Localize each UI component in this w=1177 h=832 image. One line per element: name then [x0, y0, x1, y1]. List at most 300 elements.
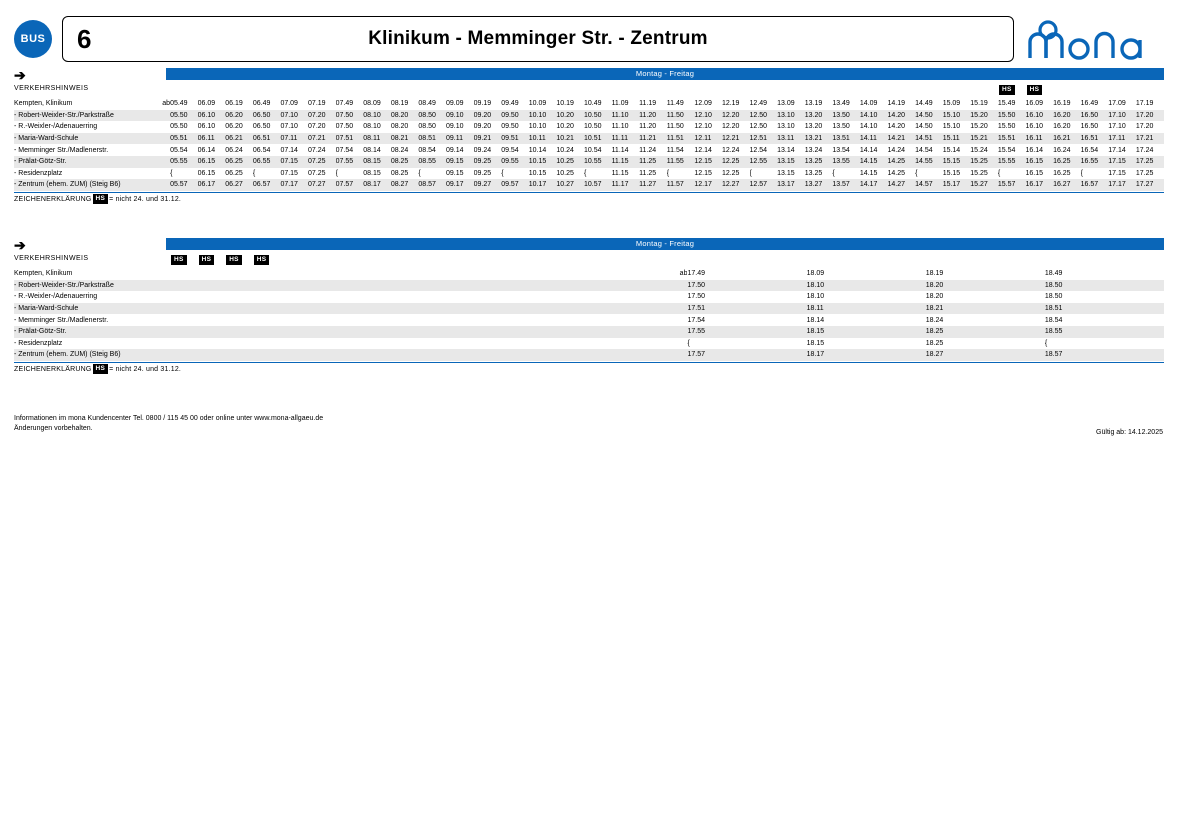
- departure-time: 14.11: [860, 133, 888, 145]
- departure-time: 11.50: [667, 121, 695, 133]
- departure-time: 15.15: [943, 168, 971, 180]
- departure-time: 07.11: [280, 133, 308, 145]
- departure-time: 13.17: [777, 179, 805, 191]
- departure-time: 18.55: [1045, 326, 1164, 338]
- departure-time: 13.50: [832, 121, 860, 133]
- departure-time: 13.14: [777, 144, 805, 156]
- departure-time: 16.49: [1081, 98, 1109, 110]
- departure-time: 13.27: [805, 179, 833, 191]
- departure-time: {: [170, 168, 198, 180]
- departure-time: 16.51: [1081, 133, 1109, 145]
- departure-time: 16.17: [1025, 179, 1053, 191]
- validity-note: Gültig ab: 14.12.2025: [1096, 429, 1163, 436]
- departure-time: 07.10: [280, 110, 308, 122]
- departure-time: 05.55: [170, 156, 198, 168]
- departure-time: 05.57: [170, 179, 198, 191]
- departure-label: [154, 168, 170, 180]
- departure-time: 18.11: [807, 303, 926, 315]
- departure-time: 12.20: [722, 110, 750, 122]
- hs-icon: HS: [999, 85, 1015, 95]
- departure-time: 15.50: [998, 110, 1026, 122]
- legend-text-1: = nicht 24. und 31.12.: [109, 195, 182, 203]
- departure-time: 16.57: [1081, 179, 1109, 191]
- departure-time: 13.10: [777, 121, 805, 133]
- departure-time: 09.49: [501, 98, 529, 110]
- departure-time: 06.27: [225, 179, 253, 191]
- departure-time: 15.25: [970, 156, 998, 168]
- departure-time: {: [667, 168, 695, 180]
- departure-time: 14.19: [888, 98, 916, 110]
- departure-time: 13.19: [805, 98, 833, 110]
- departure-time: 09.09: [446, 98, 474, 110]
- departure-time: 14.54: [915, 144, 943, 156]
- departure-time: 12.15: [694, 156, 722, 168]
- departure-time: 08.25: [391, 156, 419, 168]
- departure-time: 07.20: [308, 121, 336, 133]
- departure-time: 13.11: [777, 133, 805, 145]
- departure-time: 15.20: [970, 121, 998, 133]
- departure-time: 14.15: [860, 168, 888, 180]
- departure-time: 10.54: [584, 144, 612, 156]
- departure-time: 08.20: [391, 121, 419, 133]
- departure-time: {: [418, 168, 446, 180]
- departure-time: 09.50: [501, 110, 529, 122]
- direction-row-1: [14, 68, 1164, 82]
- departure-time: 17.54: [687, 314, 806, 326]
- departure-time: 11.55: [667, 156, 695, 168]
- table-row: [14, 121, 1164, 133]
- table-row: [14, 110, 1164, 122]
- departure-time: 16.14: [1025, 144, 1053, 156]
- departure-time: {: [584, 168, 612, 180]
- departure-time: 16.24: [1053, 144, 1081, 156]
- legend-text-2: = nicht 24. und 31.12.: [109, 365, 182, 373]
- stop-name: - Maria-Ward-Schule: [14, 303, 618, 315]
- departure-time: 15.15: [943, 156, 971, 168]
- departure-time: 13.21: [805, 133, 833, 145]
- departure-time: {: [1045, 338, 1164, 350]
- legend-1: [14, 194, 181, 204]
- departure-time: 14.21: [888, 133, 916, 145]
- departure-time: 11.10: [612, 121, 640, 133]
- departure-time: 15.50: [998, 121, 1026, 133]
- departure-time: 10.49: [584, 98, 612, 110]
- footer-info-line1: Informationen im mona Kundencenter Tel. 0800 / 115 45 00 oder online unter www.mona-allgaeu.de: [14, 415, 324, 422]
- departure-time: 09.19: [474, 98, 502, 110]
- departure-time: 14.50: [915, 110, 943, 122]
- departure-time: 06.54: [253, 144, 281, 156]
- departure-time: 11.20: [639, 110, 667, 122]
- hs-badge-row-2: [14, 253, 1164, 265]
- departure-time: 07.15: [280, 168, 308, 180]
- departure-time: 09.21: [474, 133, 502, 145]
- departure-time: {: [750, 168, 778, 180]
- divider-2: [14, 362, 1164, 363]
- departure-time: 15.51: [998, 133, 1026, 145]
- departure-time: 09.10: [446, 121, 474, 133]
- departure-time: 13.15: [777, 168, 805, 180]
- stop-name: - Residenzplatz: [14, 168, 154, 180]
- departure-time: 06.55: [253, 156, 281, 168]
- divider-1: [14, 192, 1164, 193]
- departure-time: 05.50: [170, 110, 198, 122]
- departure-time: 14.10: [860, 110, 888, 122]
- stop-name: - Memminger Str./Madlenerstr.: [14, 144, 154, 156]
- departure-time: 18.50: [1045, 280, 1164, 292]
- departure-time: 06.10: [198, 121, 226, 133]
- departure-time: 15.24: [970, 144, 998, 156]
- departure-time: 18.20: [926, 280, 1045, 292]
- departure-time: 11.25: [639, 168, 667, 180]
- departure-time: 10.10: [529, 110, 557, 122]
- departure-time: 12.21: [722, 133, 750, 145]
- departure-time: 06.25: [225, 156, 253, 168]
- departure-time: 17.25: [1136, 156, 1164, 168]
- table-row: [14, 144, 1164, 156]
- departure-time: 14.50: [915, 121, 943, 133]
- departure-time: 09.51: [501, 133, 529, 145]
- departure-time: 07.20: [308, 110, 336, 122]
- departure-time: 18.14: [807, 314, 926, 326]
- departure-time: 11.27: [639, 179, 667, 191]
- departure-time: 08.25: [391, 168, 419, 180]
- departure-time: 14.09: [860, 98, 888, 110]
- departure-time: 11.20: [639, 121, 667, 133]
- departure-label: [154, 121, 170, 133]
- departure-time: 16.25: [1053, 168, 1081, 180]
- traffic-note-row-1: [14, 82, 1164, 98]
- departure-time: 13.15: [777, 156, 805, 168]
- departure-time: 11.25: [639, 156, 667, 168]
- departure-time: 18.25: [926, 326, 1045, 338]
- departure-time: {: [501, 168, 529, 180]
- departure-time: 05.54: [170, 144, 198, 156]
- departure-time: 11.15: [612, 156, 640, 168]
- departure-time: 07.50: [336, 110, 364, 122]
- departure-time: {: [687, 338, 806, 350]
- departure-time: 11.10: [612, 110, 640, 122]
- departure-time: 09.20: [474, 110, 502, 122]
- departure-time: 11.54: [667, 144, 695, 156]
- departure-time: 14.15: [860, 156, 888, 168]
- departure-time: 08.55: [418, 156, 446, 168]
- departure-time: 17.50: [687, 291, 806, 303]
- departure-time: 06.51: [253, 133, 281, 145]
- departure-time: 14.57: [915, 179, 943, 191]
- table-row: [14, 156, 1164, 168]
- departure-time: 10.21: [556, 133, 584, 145]
- bus-icon: BUS: [14, 20, 52, 58]
- departure-time: 06.49: [253, 98, 281, 110]
- departure-time: 06.14: [198, 144, 226, 156]
- stop-name: - Memminger Str./Madlenerstr.: [14, 314, 618, 326]
- departure-time: 13.55: [832, 156, 860, 168]
- departure-time: 10.57: [584, 179, 612, 191]
- departure-time: 07.57: [336, 179, 364, 191]
- departure-time: 17.20: [1136, 121, 1164, 133]
- departure-time: 10.20: [556, 110, 584, 122]
- departure-label: [154, 156, 170, 168]
- departure-time: 10.10: [529, 121, 557, 133]
- departure-time: 12.19: [722, 98, 750, 110]
- departure-time: 07.10: [280, 121, 308, 133]
- departure-time: 16.27: [1053, 179, 1081, 191]
- departure-time: 11.11: [612, 133, 640, 145]
- traffic-note-row-2: [14, 252, 1164, 268]
- departure-time: 13.50: [832, 110, 860, 122]
- departure-time: 09.25: [474, 168, 502, 180]
- departure-time: 09.55: [501, 156, 529, 168]
- line-number: 6: [77, 23, 92, 54]
- stop-name: - Robert-Weixler-Str./Parkstraße: [14, 110, 154, 122]
- departure-time: 16.55: [1081, 156, 1109, 168]
- departure-time: 17.55: [687, 326, 806, 338]
- departure-time: 08.11: [363, 133, 391, 145]
- departure-time: 17.15: [1108, 168, 1136, 180]
- departure-time: {: [336, 168, 364, 180]
- departure-time: 18.21: [926, 303, 1045, 315]
- departure-time: 06.50: [253, 121, 281, 133]
- departure-time: {: [832, 168, 860, 180]
- departure-time: 12.25: [722, 156, 750, 168]
- departure-time: 12.15: [694, 168, 722, 180]
- mona-logo: [1026, 18, 1176, 60]
- departure-label: [618, 291, 687, 303]
- departure-time: 10.09: [529, 98, 557, 110]
- departure-time: 17.27: [1136, 179, 1164, 191]
- departure-time: 06.10: [198, 110, 226, 122]
- departure-time: {: [915, 168, 943, 180]
- departure-time: 12.54: [750, 144, 778, 156]
- hs-icon: HS: [1027, 85, 1043, 95]
- departure-time: 10.55: [584, 156, 612, 168]
- departure-time: 14.51: [915, 133, 943, 145]
- departure-time: 06.11: [198, 133, 226, 145]
- departure-time: 10.14: [529, 144, 557, 156]
- direction-arrow-icon: ➔: [14, 67, 26, 83]
- departure-time: 07.54: [336, 144, 364, 156]
- departure-label: [618, 314, 687, 326]
- departure-time: 15.11: [943, 133, 971, 145]
- departure-time: 16.50: [1081, 110, 1109, 122]
- stop-name: Kempten, Klinikum: [14, 98, 154, 110]
- departure-time: 08.10: [363, 110, 391, 122]
- departure-time: 16.21: [1053, 133, 1081, 145]
- departure-time: 17.17: [1108, 179, 1136, 191]
- departure-time: 12.11: [694, 133, 722, 145]
- departure-time: 17.20: [1136, 110, 1164, 122]
- stop-name: - Prälat-Götz-Str.: [14, 326, 618, 338]
- departure-time: 10.25: [556, 168, 584, 180]
- direction-arrow-icon-2: ➔: [14, 237, 26, 253]
- departure-time: 12.27: [722, 179, 750, 191]
- legend-prefix-1: ZEICHENERKLÄRUNG: [14, 195, 92, 203]
- stop-name: Kempten, Klinikum: [14, 268, 618, 280]
- departure-time: 07.17: [280, 179, 308, 191]
- departure-time: 12.25: [722, 168, 750, 180]
- departure-time: 08.10: [363, 121, 391, 133]
- departure-time: 07.21: [308, 133, 336, 145]
- departure-label: [618, 280, 687, 292]
- departure-time: 07.50: [336, 121, 364, 133]
- departure-time: 10.15: [529, 156, 557, 168]
- departure-time: 07.25: [308, 168, 336, 180]
- departure-time: 06.19: [225, 98, 253, 110]
- stop-name: - R.-Weixler-/Adenauerring: [14, 291, 618, 303]
- departure-time: 17.50: [687, 280, 806, 292]
- timetable-block-morning: [14, 68, 1164, 203]
- departure-time: 06.50: [253, 110, 281, 122]
- departure-time: 12.50: [750, 110, 778, 122]
- departure-time: 12.10: [694, 121, 722, 133]
- departure-time: 16.20: [1053, 110, 1081, 122]
- departure-time: 17.14: [1108, 144, 1136, 156]
- departure-time: 11.24: [639, 144, 667, 156]
- departure-time: 13.20: [805, 110, 833, 122]
- departure-label: ab: [618, 268, 687, 280]
- table-row: [14, 338, 1164, 350]
- departure-time: 17.24: [1136, 144, 1164, 156]
- departure-time: 10.11: [529, 133, 557, 145]
- departure-time: 09.17: [446, 179, 474, 191]
- departure-time: 11.21: [639, 133, 667, 145]
- departure-time: 15.27: [970, 179, 998, 191]
- timetable-table-1: [14, 98, 1164, 191]
- traffic-note-label-1: VERKEHRSHINWEIS: [14, 85, 89, 92]
- departure-time: 06.09: [198, 98, 226, 110]
- departure-time: 08.14: [363, 144, 391, 156]
- departure-time: {: [253, 168, 281, 180]
- departure-time: 09.24: [474, 144, 502, 156]
- departure-time: 11.15: [612, 168, 640, 180]
- hs-icon: HS: [199, 255, 215, 265]
- departure-time: 12.57: [750, 179, 778, 191]
- departure-time: 14.27: [888, 179, 916, 191]
- departure-time: 17.10: [1108, 110, 1136, 122]
- departure-time: 17.10: [1108, 121, 1136, 133]
- departure-time: 09.50: [501, 121, 529, 133]
- departure-time: 18.20: [926, 291, 1045, 303]
- departure-label: [154, 133, 170, 145]
- departure-time: 15.57: [998, 179, 1026, 191]
- departure-time: 11.09: [612, 98, 640, 110]
- departure-time: 12.20: [722, 121, 750, 133]
- departure-time: 13.54: [832, 144, 860, 156]
- departure-time: 08.20: [391, 110, 419, 122]
- line-title-box: [62, 16, 1014, 62]
- table-row: [14, 303, 1164, 315]
- departure-time: 12.17: [694, 179, 722, 191]
- departure-time: 18.51: [1045, 303, 1164, 315]
- departure-time: {: [998, 168, 1026, 180]
- departure-time: 18.19: [926, 268, 1045, 280]
- departure-time: 12.51: [750, 133, 778, 145]
- departure-time: 05.49: [170, 98, 198, 110]
- departure-time: 06.15: [198, 168, 226, 180]
- departure-time: 06.20: [225, 121, 253, 133]
- departure-time: 15.55: [998, 156, 1026, 168]
- departure-time: 07.51: [336, 133, 364, 145]
- departure-time: 06.21: [225, 133, 253, 145]
- departure-time: 06.15: [198, 156, 226, 168]
- stop-name: - Robert-Weixler-Str./Parkstraße: [14, 280, 618, 292]
- table-row: [14, 349, 1164, 361]
- departure-time: 16.09: [1025, 98, 1053, 110]
- departure-time: 10.15: [529, 168, 557, 180]
- departure-time: 10.50: [584, 110, 612, 122]
- departure-time: 15.10: [943, 110, 971, 122]
- table-row: [14, 168, 1164, 180]
- departure-time: 18.15: [807, 326, 926, 338]
- departure-time: 10.50: [584, 121, 612, 133]
- departure-time: {: [1081, 168, 1109, 180]
- departure-time: 15.49: [998, 98, 1026, 110]
- direction-row-2: [14, 238, 1164, 252]
- departure-time: 16.50: [1081, 121, 1109, 133]
- legend-prefix-2: ZEICHENERKLÄRUNG: [14, 365, 92, 373]
- departure-time: 13.10: [777, 110, 805, 122]
- departure-time: 15.10: [943, 121, 971, 133]
- departure-time: 18.50: [1045, 291, 1164, 303]
- departure-time: 17.49: [687, 268, 806, 280]
- departure-time: 06.24: [225, 144, 253, 156]
- departure-label: [618, 326, 687, 338]
- table-row: [14, 133, 1164, 145]
- hs-icon: HS: [254, 255, 270, 265]
- departure-label: [618, 338, 687, 350]
- departure-time: 07.19: [308, 98, 336, 110]
- departure-label: [618, 303, 687, 315]
- departure-time: 09.25: [474, 156, 502, 168]
- hs-icon-legend-2: HS: [93, 364, 109, 374]
- departure-time: 15.25: [970, 168, 998, 180]
- departure-time: 08.09: [363, 98, 391, 110]
- departure-time: 07.25: [308, 156, 336, 168]
- departure-time: 08.17: [363, 179, 391, 191]
- departure-time: 16.15: [1025, 156, 1053, 168]
- departure-label: ab: [154, 98, 170, 110]
- hs-icon: HS: [171, 255, 187, 265]
- departure-time: 18.10: [807, 280, 926, 292]
- departure-time: 05.50: [170, 121, 198, 133]
- departure-time: 10.17: [529, 179, 557, 191]
- departure-time: 15.09: [943, 98, 971, 110]
- departure-time: 11.51: [667, 133, 695, 145]
- departure-time: 17.09: [1108, 98, 1136, 110]
- stop-name: - Residenzplatz: [14, 338, 618, 350]
- departure-time: 15.20: [970, 110, 998, 122]
- departure-time: 12.10: [694, 110, 722, 122]
- departure-time: 05.51: [170, 133, 198, 145]
- departure-time: 08.51: [418, 133, 446, 145]
- departure-time: 14.49: [915, 98, 943, 110]
- departure-time: 18.24: [926, 314, 1045, 326]
- departure-time: 18.09: [807, 268, 926, 280]
- departure-time: 11.49: [667, 98, 695, 110]
- departure-time: 17.51: [687, 303, 806, 315]
- departure-time: 16.54: [1081, 144, 1109, 156]
- departure-time: 13.20: [805, 121, 833, 133]
- table-row: [14, 98, 1164, 110]
- departure-time: 12.24: [722, 144, 750, 156]
- departure-time: 16.20: [1053, 121, 1081, 133]
- departure-time: 16.25: [1053, 156, 1081, 168]
- departure-time: 15.21: [970, 133, 998, 145]
- departure-time: 09.54: [501, 144, 529, 156]
- departure-time: 09.10: [446, 110, 474, 122]
- day-band-1: Montag - Freitag: [166, 68, 1164, 80]
- departure-time: 15.14: [943, 144, 971, 156]
